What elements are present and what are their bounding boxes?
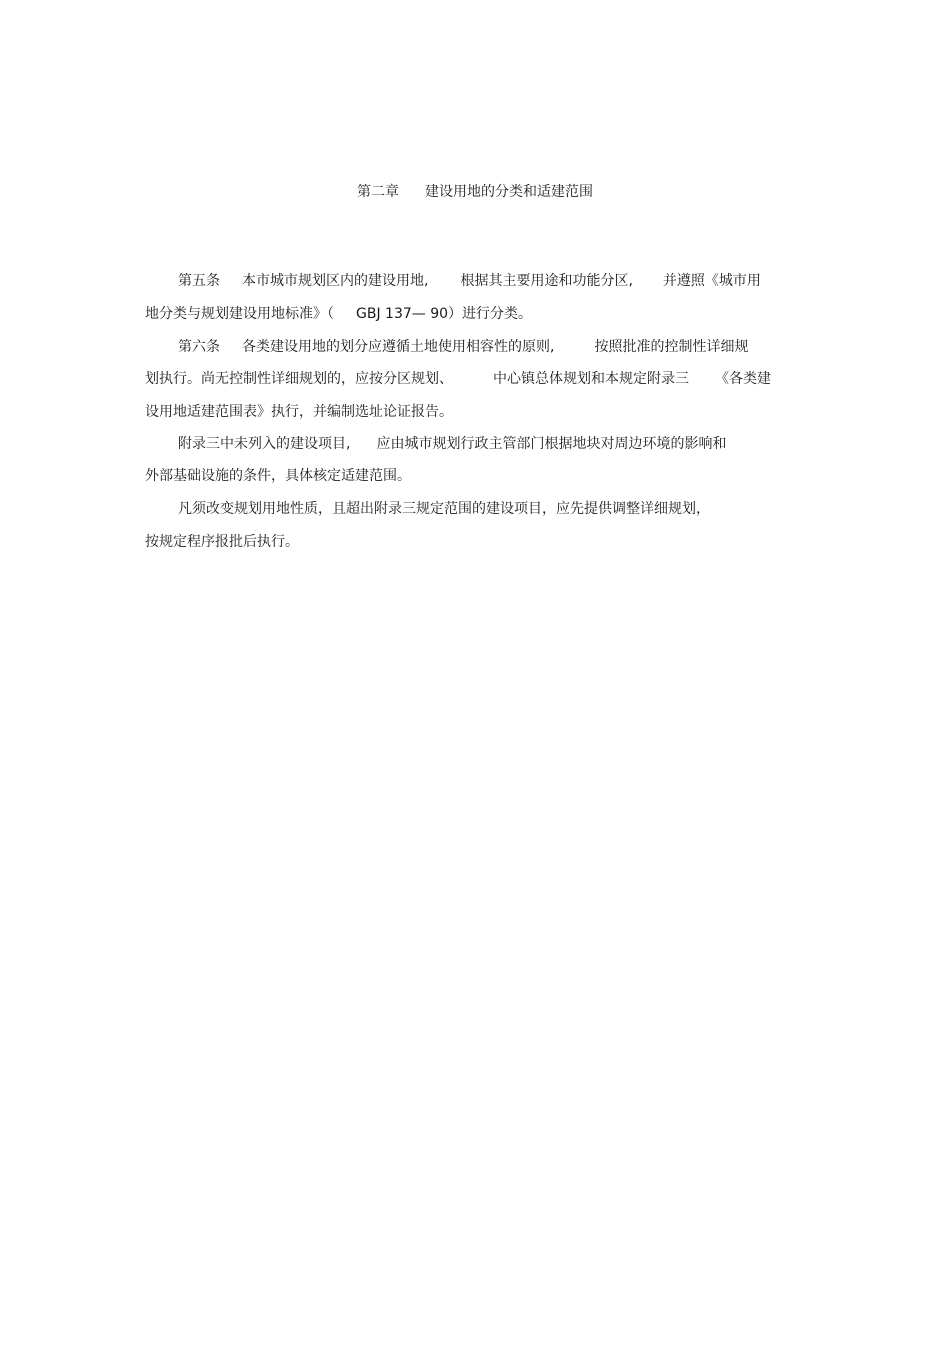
article6-label: 第六条 [178, 339, 220, 355]
para4-text-2: 按规定程序报批后执行。 [145, 534, 299, 550]
article5-line2 [145, 304, 532, 324]
article5-text-1c: 并遵照《城市用 [662, 273, 761, 289]
para3-text-2: 外部基础设施的条件，具体核定适建范围。 [145, 468, 411, 484]
article6-line1 [178, 337, 748, 357]
article6-text-2b: 中心镇总体规划和本规定附录三 [493, 371, 689, 387]
para4-line1 [178, 499, 710, 519]
para3-line2 [145, 466, 411, 486]
chapter-heading [0, 182, 950, 202]
article5-label: 第五条 [178, 273, 220, 289]
para3-text-1a: 附录三中未列入的建设项目, [178, 436, 351, 452]
article6-line3 [145, 402, 453, 422]
para3-text-1b: 应由城市规划行政主管部门根据地块对周边环境的影响和 [376, 436, 727, 452]
article6-text-2a: 划执行。尚无控制性详细规划的，应按分区规划、 [145, 371, 453, 387]
article5-line1 [178, 271, 761, 291]
article6-text-1a: 各类建设用地的划分应遵循土地使用相容性的原则, [242, 339, 555, 355]
article5-text-2a: 地分类与规划建设用地标准》（ [145, 306, 334, 322]
article5-text-1a: 本市城市规划区内的建设用地, [242, 273, 429, 289]
article6-line2 [145, 369, 771, 389]
para4-line2 [145, 532, 299, 552]
chapter-title: 建设用地的分类和适建范围 [425, 184, 593, 200]
para3-line1 [178, 434, 726, 454]
article6-text-3: 设用地适建范围表》执行，并编制选址论证报告。 [145, 404, 453, 420]
article6-text-1b: 按照批准的控制性详细规 [594, 339, 749, 355]
article5-text-2b: GBJ 137— 90）进行分类。 [356, 306, 533, 322]
article5-text-1b: 根据其主要用途和功能分区, [460, 273, 633, 289]
article6-text-2c: 《各类建 [715, 371, 771, 387]
chapter-number: 第二章 [357, 184, 399, 200]
para4-text-1: 凡须改变规划用地性质，且超出附录三规定范围的建设项目，应先提供调整详细规划， [178, 501, 710, 517]
